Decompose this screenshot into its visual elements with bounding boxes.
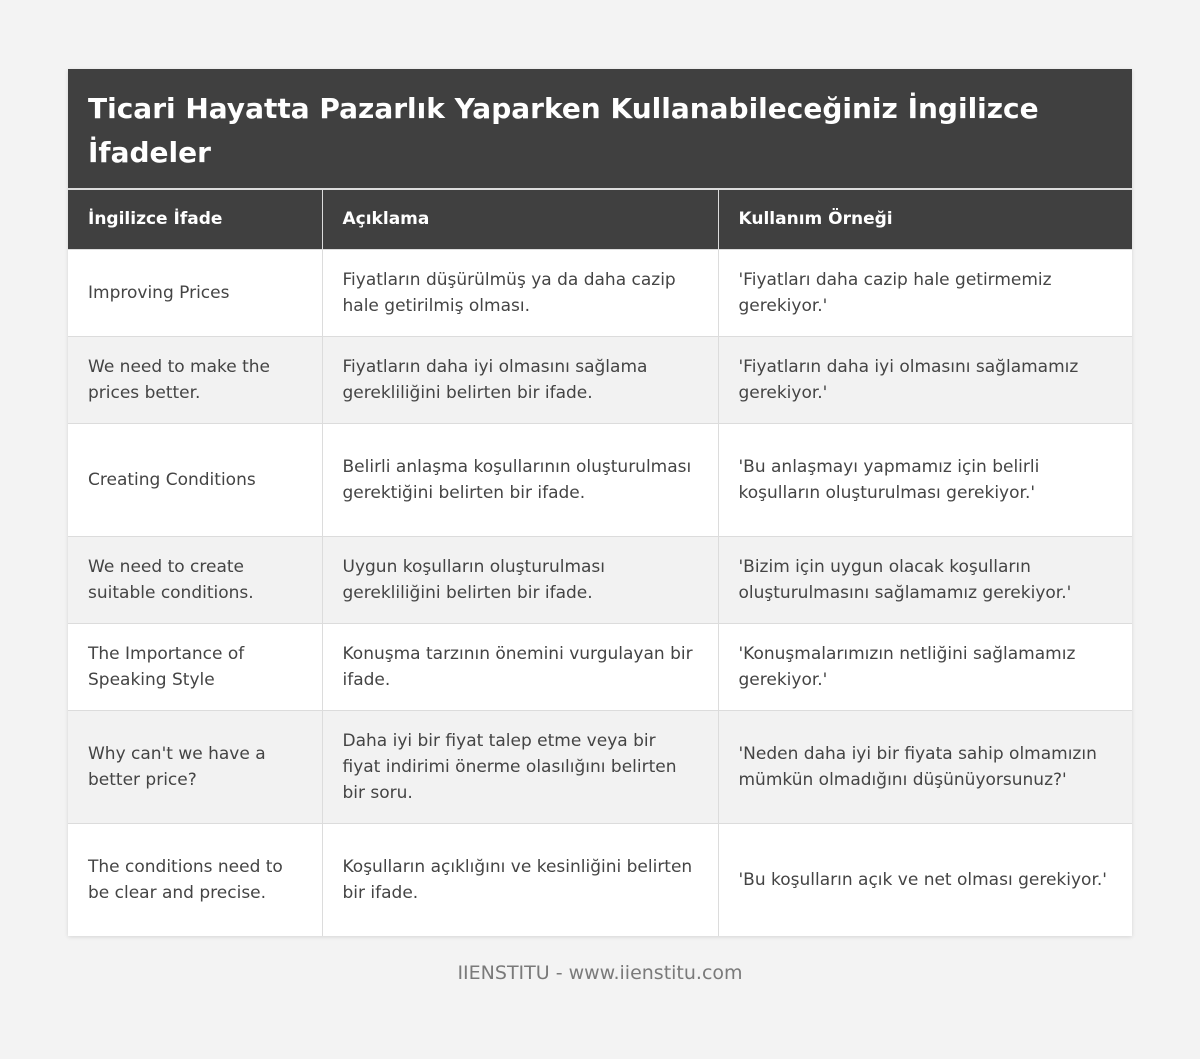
table-title: Ticari Hayatta Pazarlık Yaparken Kullanabileceğiniz İngilizce İfadeler xyxy=(68,69,1132,188)
table-header xyxy=(68,189,1132,249)
table-row xyxy=(68,536,1132,623)
description-cell: Uygun koşulların oluşturulması gerekliliğini belirten bir ifade. xyxy=(322,536,718,623)
table-row xyxy=(68,710,1132,823)
phrase-cell: We need to create suitable conditions. xyxy=(68,536,322,623)
phrase-cell: Creating Conditions xyxy=(68,423,322,536)
table-row xyxy=(68,249,1132,336)
example-cell: 'Fiyatları daha cazip hale getirmemiz gerekiyor.' xyxy=(718,249,1132,336)
table-row xyxy=(68,336,1132,423)
description-cell: Fiyatların daha iyi olmasını sağlama gerekliliğini belirten bir ifade. xyxy=(322,336,718,423)
column-header-phrase: İngilizce İfade xyxy=(68,189,322,249)
example-cell: 'Fiyatların daha iyi olmasını sağlamamız gerekiyor.' xyxy=(718,336,1132,423)
header-row xyxy=(68,189,1132,249)
description-cell: Koşulların açıklığını ve kesinliğini belirten bir ifade. xyxy=(322,823,718,936)
table-row xyxy=(68,623,1132,710)
phrases-card xyxy=(68,69,1132,936)
description-cell: Belirli anlaşma koşullarının oluşturulması gerektiğini belirten bir ifade. xyxy=(322,423,718,536)
column-header-description: Açıklama xyxy=(322,189,718,249)
phrase-cell: The Importance of Speaking Style xyxy=(68,623,322,710)
phrase-cell: The conditions need to be clear and precise. xyxy=(68,823,322,936)
example-cell: 'Neden daha iyi bir fiyata sahip olmamızın mümkün olmadığını düşünüyorsunuz?' xyxy=(718,710,1132,823)
example-cell: 'Bu anlaşmayı yapmamız için belirli koşulların oluşturulması gerekiyor.' xyxy=(718,423,1132,536)
description-cell: Daha iyi bir fiyat talep etme veya bir fiyat indirimi önerme olasılığını belirten bir soru. xyxy=(322,710,718,823)
phrases-table xyxy=(68,188,1132,936)
example-cell: 'Bizim için uygun olacak koşulların oluşturulmasını sağlamamız gerekiyor.' xyxy=(718,536,1132,623)
phrase-cell: Improving Prices xyxy=(68,249,322,336)
table-row xyxy=(68,823,1132,936)
table-body xyxy=(68,249,1132,936)
description-cell: Fiyatların düşürülmüş ya da daha cazip hale getirilmiş olması. xyxy=(322,249,718,336)
footer-credit: IIENSTITU - www.iienstitu.com xyxy=(457,962,743,984)
table-row xyxy=(68,423,1132,536)
column-header-example: Kullanım Örneği xyxy=(718,189,1132,249)
description-cell: Konuşma tarzının önemini vurgulayan bir ifade. xyxy=(322,623,718,710)
example-cell: 'Bu koşulların açık ve net olması gerekiyor.' xyxy=(718,823,1132,936)
phrase-cell: We need to make the prices better. xyxy=(68,336,322,423)
example-cell: 'Konuşmalarımızın netliğini sağlamamız gerekiyor.' xyxy=(718,623,1132,710)
phrase-cell: Why can't we have a better price? xyxy=(68,710,322,823)
